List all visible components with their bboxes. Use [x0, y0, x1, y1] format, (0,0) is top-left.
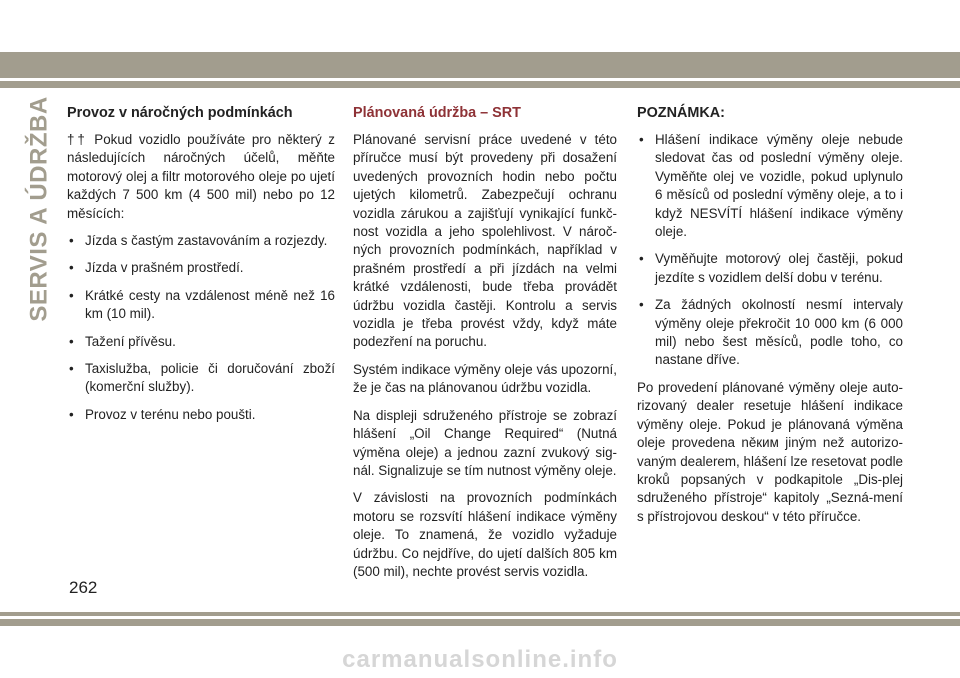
- list-item: • Vyměňujte motorový olej častěji, pokud jezdíte s vozidlem delší dobu v terénu.: [637, 250, 903, 287]
- paragraph: Systém indikace výměny oleje vás upozorní, že je čas na plánovanou údržbu vozidla.: [353, 361, 617, 396]
- section-side-title-text: SERVIS A ÚDRŽBA: [26, 96, 53, 322]
- paragraph: Po provedení plánované výměny oleje auto-rizovaný dealer resetuje hlášení indikace výměny oleje. Pokud je plánovaná výměna oleje provedena něким jiným než autorizo-vaným dealerem, hlášení lze resetovat podle kroků popsaných v podkapitole „Dis-plej sdruženého přístroje“ kapitoly „Sezná-mení s přístrojovou deskou“ v této příručce.: [637, 379, 903, 524]
- column-left: [67, 104, 335, 433]
- page-number: 262: [69, 578, 98, 597]
- heading-scheduled-maintenance: Plánovaná údržba – SRT: [353, 105, 521, 121]
- paragraph: Na displeji sdruženého přístroje se zobrazí hlášení „Oil Change Required“ (Nutná výměna oleje) a jednou zazní zvukový sig-nál. Signalizuje se tím nutnost výměny oleje.: [353, 407, 617, 478]
- list-item: • Jízda s častým zastavováním a rozjezdy.: [67, 232, 335, 250]
- list-item: • Provoz v terénu nebo poušti.: [67, 406, 335, 424]
- paragraph: Plánované servisní práce uvedené v této příručce musí být provedeny při dosažení uvedených provozních hodin nebo počtu ujetých kilometrů. Zabezpečují ochranu vozidla zárukou a zajišťují vynikající funkč-nost vozidla a jeho spolehlivost. V nároč-ných provozních podmínkách, například v prašném prostředí a při jízdách na velmi krátké vzdálenosti, bude třeba provádět údržbu vozidla častěji. Kontrolu a servis vozidla je třeba provést vždy, když máte podezření na poruchu.: [353, 132, 617, 350]
- watermark: carmanualsonline.info: [342, 646, 618, 673]
- footer-stripe: [0, 616, 960, 619]
- list-item: • Krátké cesty na vzdálenost méně než 16 km (10 mil).: [67, 287, 335, 324]
- header-band: [0, 52, 960, 88]
- column-middle: [353, 104, 617, 590]
- paragraph: V závislosti na provozních podmínkách motoru se rozsvítí hlášení indikace výměny oleje. To znamená, že vozidlo vyžaduje údržbu. Co nejdříve, do ujetí dalších 805 km (500 mil), nechte provést servis vozidla.: [353, 490, 617, 579]
- note-list: [637, 131, 903, 370]
- heading-severe-conditions: Provoz v náročných podmínkách: [67, 105, 293, 121]
- column-right: [637, 104, 903, 535]
- section-side-title: [20, 98, 60, 320]
- note-heading: POZNÁMKA:: [637, 105, 725, 121]
- list-item: • Hlášení indikace výměny oleje nebude sledovat čas od poslední výměny oleje. Vyměňte olej ve vozidle, pokud uplynulo 6 měsíců od poslední výměny oleje, a to i když NESVÍTÍ hlášení indikace výměny oleje.: [637, 131, 903, 241]
- list-item: • Za žádných okolností nesmí intervaly výměny oleje překročit 10 000 km (6 000 mil) nebo šest měsíců, podle toho, co nastane dříve.: [637, 296, 903, 370]
- header-stripe: [0, 78, 960, 81]
- list-item: • Jízda v prašném prostředí.: [67, 259, 335, 277]
- footer-band: [0, 612, 960, 626]
- list-item: • Tažení přívěsu.: [67, 333, 335, 351]
- severe-conditions-list: [67, 232, 335, 424]
- list-item: • Taxislužba, policie či doručování zboží (komerční služby).: [67, 360, 335, 397]
- intro-paragraph: †† Pokud vozidlo používáte pro některý z následujících náročných účelů, měňte motorový olej a filtr motorového oleje po ujetí každých 7 500 km (4 500 mil) nebo po 12 měsících:: [67, 132, 335, 221]
